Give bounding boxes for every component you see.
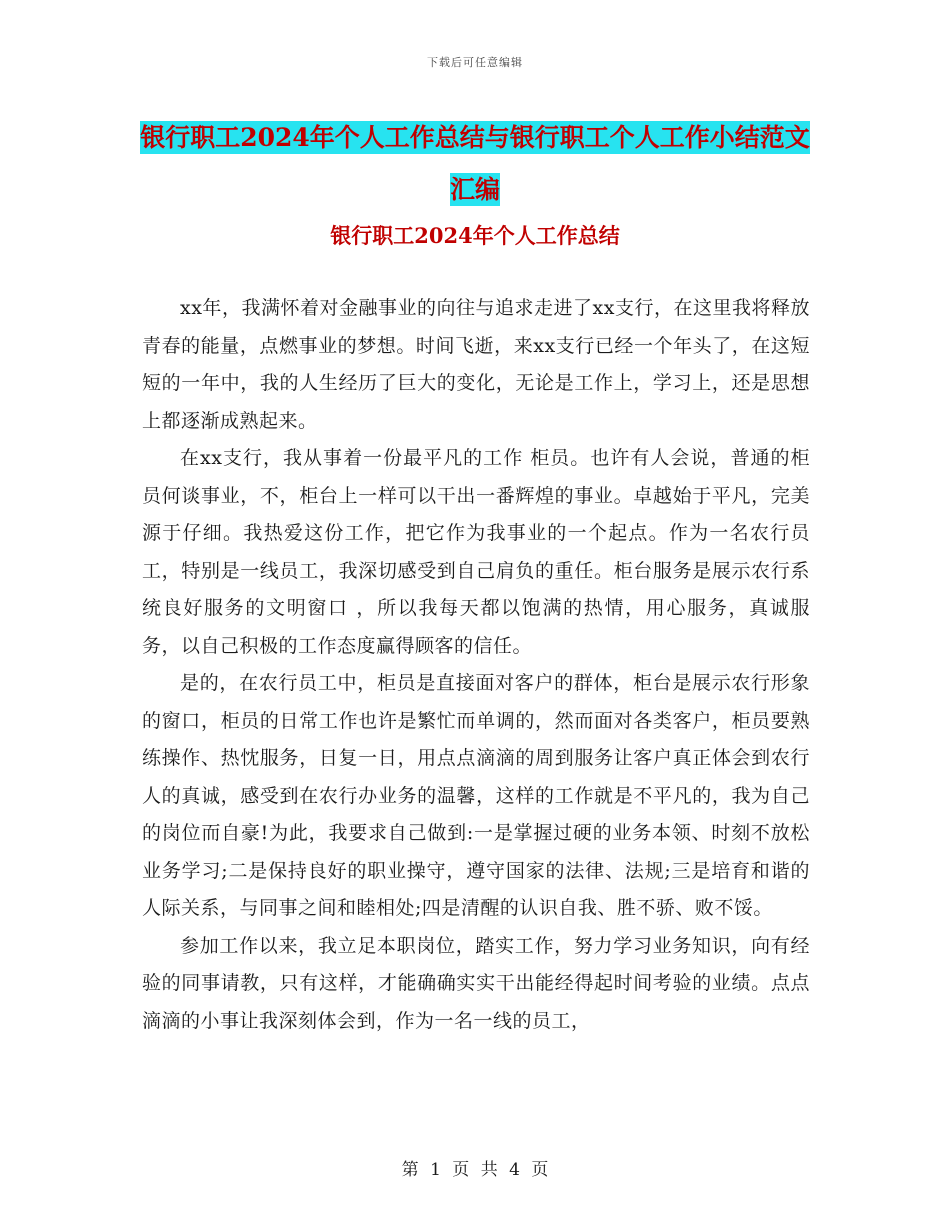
paragraph: 参加工作以来，我立足本职岗位，踏实工作，努力学习业务知识，向有经验的同事请教，只有这样，才能确确实实干出能经得起时间考验的业绩。点点滴滴的小事让我深刻体会到，作为一名一线的员工，	[142, 934, 810, 1032]
document-title	[140, 112, 810, 216]
document-title-text: 银行职工2024年个人工作总结与银行职工个人工作小结范文汇编	[140, 123, 810, 204]
header-note: 下载后可任意编辑	[427, 56, 523, 69]
paragraph: 是的，在农行员工中，柜员是直接面对客户的群体，柜台是展示农行形象的窗口，柜员的日常工作也许是繁忙而单调的，然而面对各类客户，柜员要熟练操作、热忱服务，日复一日，用点点滴滴的周到服务让客户真正体会到农行人的真诚，感受到在农行办业务的温馨，这样的工作就是不平凡的，我为自己的岗位而自豪!为此，我要求自己做到:一是掌握过硬的业务本领、时刻不放松业务学习;二是保持良好的职业操守，遵守国家的法律、法规;三是培育和谐的人际关系，与同事之间和睦相处;四是清醒的认识自我、胜不骄、败不馁。	[142, 672, 810, 919]
paragraph: xx年，我满怀着对金融事业的向往与追求走进了xx支行，在这里我将释放青春的能量，点燃事业的梦想。时间飞逝，来xx支行已经一个年头了，在这短短的一年中，我的人生经历了巨大的变化，无论是工作上，学习上，还是思想上都逐渐成熟起来。	[142, 297, 810, 432]
body-text	[142, 290, 810, 1040]
section-title: 银行职工2024年个人工作总结	[330, 223, 620, 248]
page-number: 第 1 页 共 4 页	[401, 1160, 549, 1180]
paragraph: 在xx支行，我从事着一份最平凡的工作 柜员。也许有人会说，普通的柜员何谈事业，不，柜台上一样可以干出一番辉煌的事业。卓越始于平凡，完美源于仔细。我热爱这份工作，把它作为我事业的一个起点。作为一名农行员工，特别是一线员工，我深切感受到自己肩负的重任。柜台服务是展示农行系统良好服务的文明窗口 ，所以我每天都以饱满的热情，用心服务，真诚服务，以自己积极的工作态度赢得顾客的信任。	[142, 447, 810, 657]
